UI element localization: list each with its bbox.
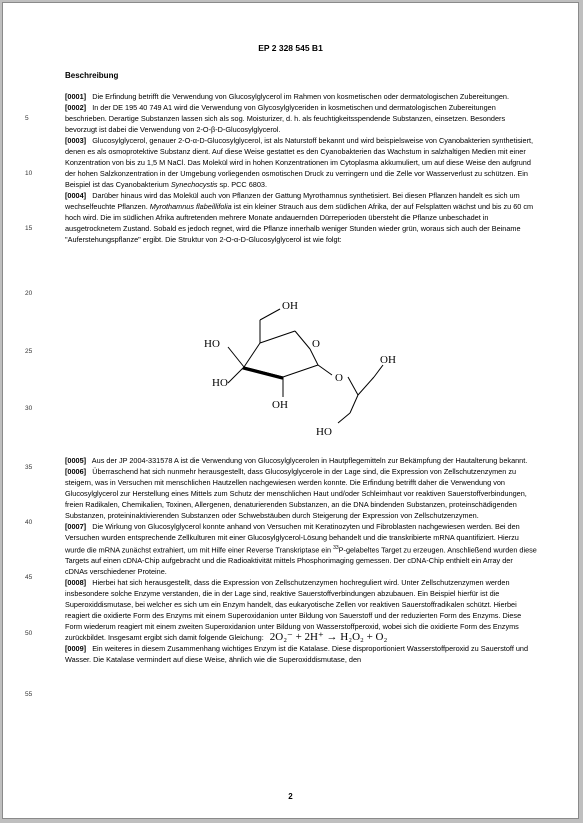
- line-number: 25: [25, 348, 33, 355]
- paragraph-text: Hierbei hat sich herausgestellt, dass die Expression von Zellschutzenzymen hochreguliert wird. Unter Zellschutzenzymen werden insbesondere solche Enzyme verstanden, die in der Lage sind, reaktive Sauerstoffverbindungen abzubauen. Ein Beispiel hierfür ist die Superoxiddismutase, bei welcher es sich um ein Enzym handelt, das eukaryotische Zellen vor reaktiven Sauerstoffradikalen schützt. Hierbei reagiert die oxidierte Form des Enzyms mit einem Superoxidanion unter Bildung von Sauerstoff und der reduzierten Form des Enzyms. Diese Form wiederum reagiert mit einem zweiten Superoxidanion unter Bildung von Wasserstoffperoxid, wobei sich die oxidierte Form des Enzyms zurückbildet. Insgesamt ergibt sich damit folgende Gleichung:: [65, 578, 522, 643]
- paragraph-text-tail: ist ein kleiner Strauch aus dem südlichen Afrika, der auf Felsplatten wächst und bis zu 60 cm hoch wird. Die im südlichen Afrika auftretenden mehrere Monate andauernden Dürreperioden übersteht die Pflanze unbeschadet in ausgetrocknetem Zustand. Sobald es jedoch regnet, wird die Pflanze innerhalb weniger Stunden wieder grün, woraus sich auch der Beiname "Auferstehungspflanze" ergibt. Die Struktur von 2-O-α-D-Glucosylglycerol ist wie folgt:: [65, 202, 534, 244]
- line-number: 45: [25, 574, 33, 581]
- description-block-2: [65, 455, 537, 665]
- line-number: 15: [25, 225, 33, 232]
- ho-group-label: HO: [316, 426, 332, 438]
- paragraph-text: Ein weiteres in diesem Zusammenhang wichtiges Enzym ist die Katalase. Diese disproportioniert Wasserstoffperoxid zu Sauerstoff und Wasser. Die Katalase vermindert auf diese Weise, ähnlich wie die Superoxiddismutase, den: [65, 644, 529, 665]
- paragraph-number: [0009]: [65, 644, 87, 654]
- species-name: Myrothamnus flabeillifolia: [149, 202, 232, 211]
- oh-group-label: OH: [380, 354, 396, 366]
- glucosylglycerol-structure: [198, 295, 418, 445]
- section-heading: Beschreibung: [65, 71, 119, 80]
- paragraph-number: [0005]: [65, 456, 87, 465]
- ho-group-label: HO: [212, 377, 228, 389]
- paragraph-text: Die Wirkung von Glucosylglycerol konnte anhand von Versuchen mit Keratinozyten und Fibroblasten nachgewiesen werden. Bei den Versuchen wurden entsprechende Zellkulturen mit einer Glucosylglycerol-Lösung behandelt und die transkribierte mRNA quantifiziert. Hierzu wurde die mRNA zunächst extrahiert, um mit Hilfe einer Reverse Transkriptase ein: [65, 522, 520, 555]
- line-number: 50: [25, 630, 33, 637]
- paragraph-number: [0002]: [65, 103, 87, 112]
- paragraph-0007: [65, 521, 537, 577]
- paragraph-text: Darüber hinaus wird das Molekül auch von Pflanzen der Gattung Myrothamnus synthetisiert. Bei diesen Pflanzen handelt es sich um wechselfeuchte Pflanzen.: [65, 191, 520, 211]
- paragraph-number: [0004]: [65, 191, 87, 200]
- ho-group-label: HO: [204, 338, 220, 350]
- paragraph-text: Überraschend hat sich nunmehr herausgestellt, dass Glucosylglycerole in der Lage sind, die Expression von Zellschutzenzymen zu steigern, was in Versuchen mit menschlichen Hautzellen nachgewiesen werden konnte. Die Erfindung betrifft daher die Verwendung von Glucosylglycerol zur Herstellung eines Mittels zum Schutz der menschlichen Haut und/oder Schleimhaut vor reaktiven Sauerstoffverbindungen, freien Radikalen, Chemikalien, Toxinen, Allergenen, denaturierenden Substanzen, an die DNA bindenden Substanzen, proteinschädigenden Substanzen, proteininaktivierenden Substanzen oder Schwebstäuben durch Steigerung der Expression von Zellschutzenzymen.: [65, 467, 527, 520]
- paragraph-0001: [65, 91, 537, 102]
- paragraph-0002: [65, 102, 537, 135]
- paragraph-0005: [65, 455, 537, 466]
- paragraph-number: [0007]: [65, 522, 87, 531]
- paragraph-number: [0008]: [65, 578, 87, 588]
- paragraph-0003: [65, 135, 537, 190]
- line-number: 5: [25, 115, 29, 122]
- paragraph-text: Die Erfindung betrifft die Verwendung von Glucosylglycerol im Rahmen von kosmetischen oder dermatologischen Zubereitungen.: [92, 92, 510, 101]
- line-number: 40: [25, 519, 33, 526]
- line-number: 30: [25, 405, 33, 412]
- patent-number-header: EP 2 328 545 B1: [258, 43, 323, 53]
- paragraph-text: Glucosylglycerol, genauer 2-O-α-D-Glucosylglycerol, ist als Naturstoff bekannt und wird beispielsweise von Cyanobakterien synthetisiert, denen es als osmoprotektive Substanz dient. Auf diese Weise gestattet es den Cyanobakterien das Wachstum in salzhaltigen Medien mit einer Konzentration von bis zu 1,5 M NaCl. Das Molekül wird in hohen Konzentrationen im Cytoplasma akkumuliert, um auf diese Weise den aufgrund der hohen Salzkonzentration in der Umgebung vorliegenden osmotischen Druck zu verringern und die Zelle vor Wasserverlust zu schützen. Ein Beispiel ist das Cyanobakterium: [65, 136, 534, 189]
- ring-oxygen-label: O: [312, 338, 320, 350]
- paragraph-number: [0001]: [65, 92, 87, 101]
- paragraph-text-tail: P-gelabeltes Target zu erzeugen. Anschließend wurden diese Targets auf einen cDNA-Chip aufgebracht und die Radioaktivität mittels Phosphorimaging gemessen. Der cDNA-Chip enthielt ein Array der cDNAs verschiedener Proteine.: [65, 545, 537, 577]
- oh-group-label: OH: [272, 399, 288, 411]
- glycosidic-oxygen-label: O: [335, 372, 343, 384]
- paragraph-text-tail: sp. PCC 6803.: [219, 180, 267, 189]
- paragraph-text: In der DE 195 40 749 A1 wird die Verwendung von Glycosylglyceriden in kosmetischen und dermatologischen Zubereitungen beschrieben. Derartige Substanzen lassen sich als sog. Moisturizer, d. h. als feuchtigkeitsspendende Substanzen, einsetzen. Besonders bevorzugt ist dabei die Verwendung von 2-O-β-D-Glucosylglycerol.: [65, 103, 506, 134]
- line-number: 35: [25, 464, 33, 471]
- document-page: [2, 2, 579, 819]
- oh-group-label: OH: [282, 300, 298, 312]
- line-number: 10: [25, 170, 33, 177]
- paragraph-text: Aus der JP 2004-331578 A ist die Verwendung von Glucosylglycerolen in Hautpflegemitteln zur Bekämpfung der Hautalterung bekannt.: [91, 456, 528, 465]
- paragraph-0004: [65, 190, 537, 245]
- line-number: 20: [25, 290, 33, 297]
- paragraph-0006: [65, 466, 537, 521]
- page-number: 2: [288, 792, 293, 801]
- paragraph-0009: [65, 643, 537, 665]
- paragraph-number: [0006]: [65, 467, 87, 476]
- reaction-equation: 2O₂⁻ + 2H⁺ → H₂O₂ + O₂: [269, 631, 388, 644]
- isotope-superscript: 33: [333, 545, 339, 551]
- line-number: 55: [25, 691, 33, 698]
- paragraph-number: [0003]: [65, 136, 87, 145]
- species-name: Synechocystis: [170, 180, 218, 189]
- description-block-1: [65, 91, 537, 245]
- paragraph-0008: [65, 577, 537, 643]
